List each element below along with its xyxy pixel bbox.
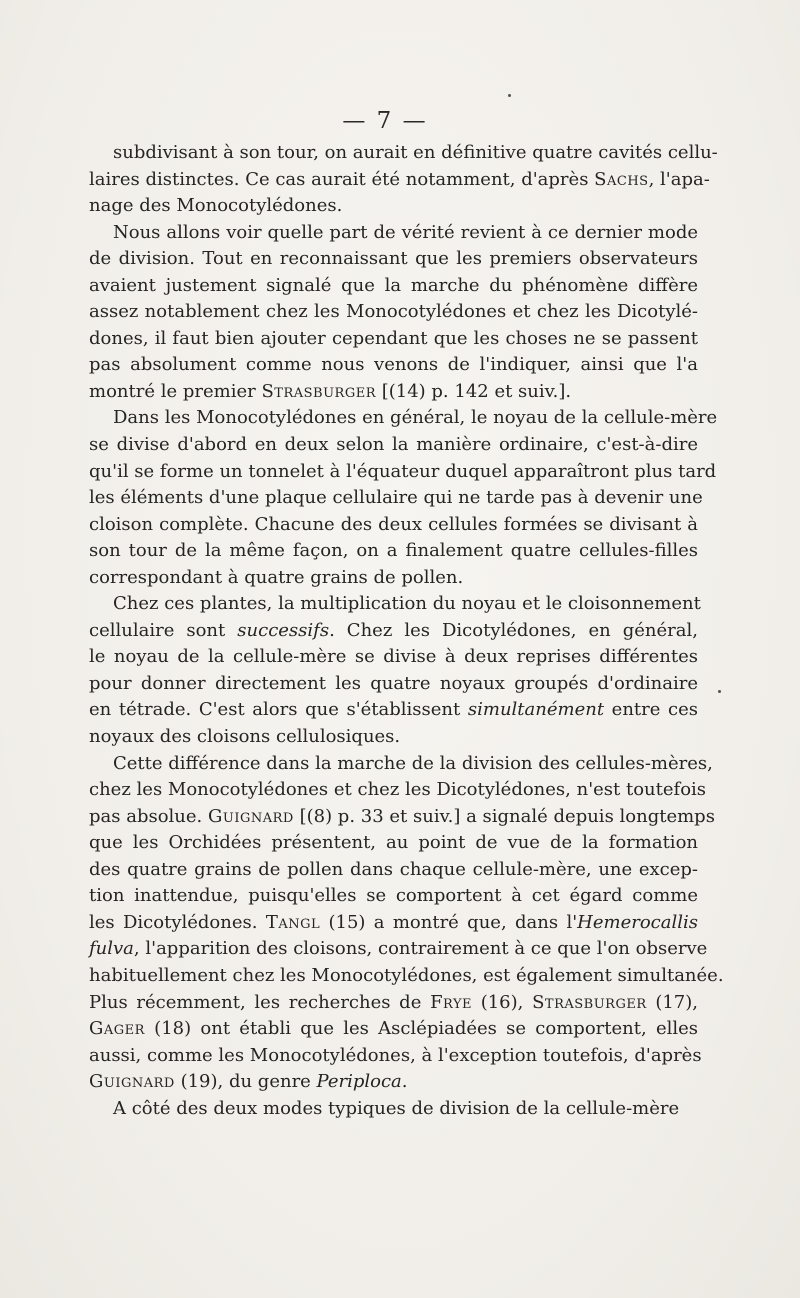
text-line: assez notablement chez les Monocotylédones et chez les Dicotylé- <box>89 301 698 323</box>
text-line: Dans les Monocotylédones en général, le noyau de la cellule-mère <box>113 407 718 429</box>
text-line: cellulaire sont successifs. Chez les Dicotylédones, en général, <box>89 619 698 641</box>
text-line: Nous allons voir quelle part de vérité revient à ce dernier mode <box>113 221 698 243</box>
author-name: Tangl <box>265 911 321 933</box>
italic-term: fulva <box>89 938 134 960</box>
author-name: Guignard <box>89 1071 175 1093</box>
text-line: avaient justement signalé que la marche du phénomène diffère <box>89 274 698 296</box>
text-line: pas absolument comme nous venons de l'indiquer, ainsi que l'a <box>89 354 698 376</box>
text-line: Plus récemment, les recherches de Frye (16), Strasburger (17), <box>89 991 698 1013</box>
text-line: correspondant à quatre grains de pollen. <box>89 566 464 588</box>
text-line: les éléments d'une plaque cellulaire qui ne tarde pas à devenir une <box>89 487 703 509</box>
text-line: se divise d'abord en deux selon la manière ordinaire, c'est-à-dire <box>89 434 698 456</box>
text-line: des quatre grains de pollen dans chaque cellule-mère, une excep- <box>89 858 698 880</box>
ink-speck <box>718 690 721 693</box>
author-name: Gager <box>89 1018 145 1040</box>
text-line: son tour de la même façon, on a finalement quatre cellules-filles <box>89 540 698 562</box>
italic-term: Hemerocallis <box>577 911 698 933</box>
text-line: que les Orchidées présentent, au point de vue de la formation <box>89 832 698 854</box>
text-line: le noyau de la cellule-mère se divise à deux reprises différentes <box>89 646 698 668</box>
body-text <box>89 140 724 1122</box>
author-name: Strasburger <box>261 380 376 402</box>
text-line: pour donner directement les quatre noyaux groupés d'ordinaire <box>89 672 698 694</box>
text-line: cloison complète. Chacune des deux cellules formées se divisant à <box>89 513 698 535</box>
text-line: nage des Monocotylédones. <box>89 195 343 217</box>
ink-speck <box>508 94 511 97</box>
text-line: les Dicotylédones. Tangl (15) a montré que, dans l'Hemerocallis <box>89 911 698 933</box>
text-line: chez les Monocotylédones et chez les Dicotylédones, n'est toutefois <box>89 779 707 801</box>
page-number: — 7 — <box>342 108 428 134</box>
text-line: subdivisant à son tour, on aurait en définitive quatre cavités cellu- <box>113 142 718 163</box>
text-line: laires distinctes. Ce cas aurait été notamment, d'après Sachs, l'apa- <box>89 168 710 190</box>
text-line: Cette différence dans la marche de la division des cellules-mères, <box>113 752 713 774</box>
author-name: Strasburger <box>532 991 647 1013</box>
text-line: tion inattendue, puisqu'elles se comportent à cet égard comme <box>89 885 698 907</box>
text-line: A côté des deux modes typiques de division de la cellule-mère <box>113 1097 680 1119</box>
author-name: Sachs <box>594 168 649 190</box>
text-line: noyaux des cloisons cellulosiques. <box>89 726 401 748</box>
text-line: qu'il se forme un tonnelet à l'équateur duquel apparaîtront plus tard <box>89 460 717 482</box>
author-name: Guignard <box>208 805 294 827</box>
text-line: Gager (18) ont établi que les Asclépiadées se comportent, elles <box>89 1018 698 1040</box>
text-line: de division. Tout en reconnaissant que les premiers observateurs <box>89 248 698 270</box>
text-line: en tétrade. C'est alors que s'établissent simultanément entre ces <box>89 699 699 721</box>
text-line: pas absolue. Guignard [(8) p. 33 et suiv.] a signalé depuis longtemps <box>89 805 715 827</box>
text-line: fulva, l'apparition des cloisons, contrairement à ce que l'on observe <box>89 938 708 960</box>
italic-term: simultanément <box>467 699 605 721</box>
text-line: montré le premier Strasburger [(14) p. 142 et suiv.]. <box>89 380 572 402</box>
italic-term: successifs <box>237 619 330 641</box>
author-name: Frye <box>430 991 473 1013</box>
text-line: Chez ces plantes, la multiplication du noyau et le cloisonnement <box>113 593 701 615</box>
text-line: dones, il faut bien ajouter cependant que les choses ne se passent <box>89 327 698 349</box>
italic-term: Periploca <box>316 1071 402 1093</box>
text-line: habituellement chez les Monocotylédones, est également simultanée. <box>89 964 724 986</box>
text-line: aussi, comme les Monocotylédones, à l'exception toutefois, d'après <box>89 1044 702 1066</box>
text-line: Guignard (19), du genre Periploca. <box>89 1071 408 1093</box>
